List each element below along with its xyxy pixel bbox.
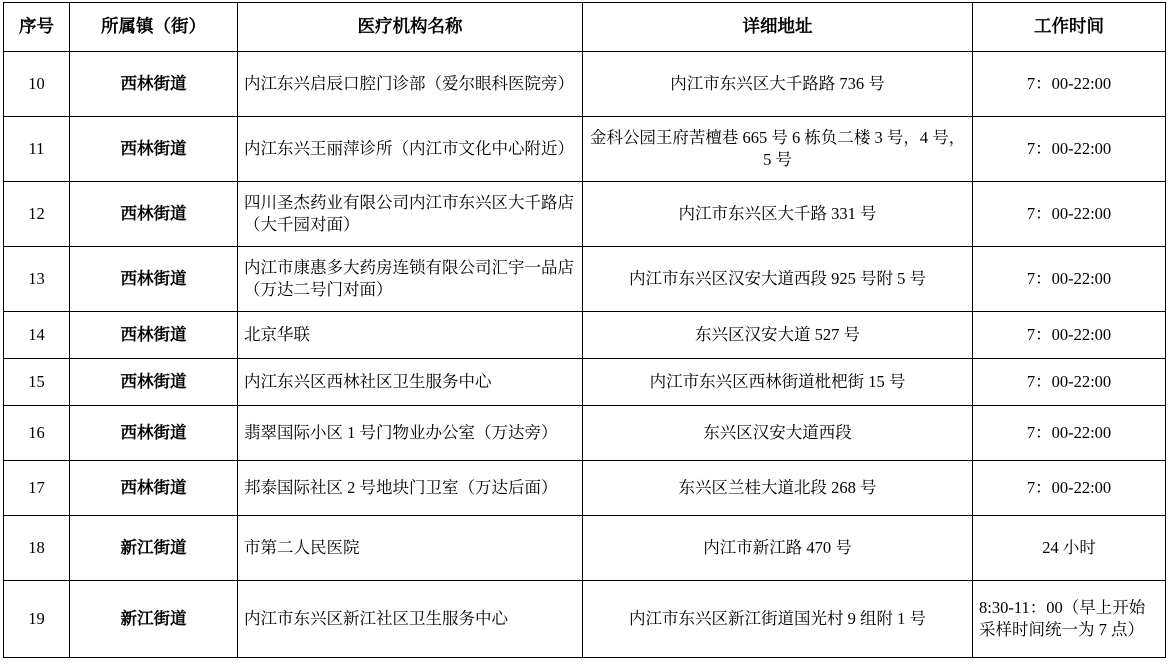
table-row (4, 581, 1166, 658)
cell-organization: 内江东兴区西林社区卫生服务中心 (238, 359, 583, 406)
cell-address: 内江市东兴区大千路 331 号 (583, 182, 973, 247)
cell-town: 西林街道 (70, 359, 238, 406)
table-header-row (4, 3, 1166, 52)
cell-address: 内江市东兴区新江街道国光村 9 组附 1 号 (583, 581, 973, 658)
cell-index: 14 (4, 312, 70, 359)
column-header-working-hours: 工作时间 (973, 3, 1166, 52)
cell-town: 西林街道 (70, 117, 238, 182)
table-body (4, 52, 1166, 658)
cell-address: 内江市东兴区汉安大道西段 925 号附 5 号 (583, 247, 973, 312)
cell-working-hours: 7：00-22:00 (973, 312, 1166, 359)
table-row (4, 406, 1166, 461)
cell-index: 16 (4, 406, 70, 461)
cell-organization: 内江东兴王丽萍诊所（内江市文化中心附近） (238, 117, 583, 182)
cell-address: 内江市东兴区西林街道枇杷街 15 号 (583, 359, 973, 406)
column-header-address: 详细地址 (583, 3, 973, 52)
cell-town: 西林街道 (70, 52, 238, 117)
cell-index: 18 (4, 516, 70, 581)
medical-institutions-table (3, 2, 1166, 658)
cell-working-hours: 8:30-11：00（早上开始采样时间统一为 7 点） (973, 581, 1166, 658)
cell-working-hours: 7：00-22:00 (973, 182, 1166, 247)
cell-working-hours: 7：00-22:00 (973, 359, 1166, 406)
cell-address: 东兴区兰桂大道北段 268 号 (583, 461, 973, 516)
cell-index: 19 (4, 581, 70, 658)
cell-index: 11 (4, 117, 70, 182)
cell-working-hours: 7：00-22:00 (973, 406, 1166, 461)
cell-organization: 内江东兴启辰口腔门诊部（爱尔眼科医院旁） (238, 52, 583, 117)
cell-town: 西林街道 (70, 312, 238, 359)
table-row (4, 247, 1166, 312)
cell-working-hours: 7：00-22:00 (973, 247, 1166, 312)
cell-working-hours: 24 小时 (973, 516, 1166, 581)
cell-working-hours: 7：00-22:00 (973, 117, 1166, 182)
cell-organization: 市第二人民医院 (238, 516, 583, 581)
table-row (4, 312, 1166, 359)
cell-address: 内江市东兴区大千路路 736 号 (583, 52, 973, 117)
table-header (4, 3, 1166, 52)
cell-town: 新江街道 (70, 516, 238, 581)
cell-town: 新江街道 (70, 581, 238, 658)
cell-address: 金科公园王府苦檀巷 665 号 6 栋负二楼 3 号，4 号，5 号 (583, 117, 973, 182)
table-row (4, 117, 1166, 182)
cell-organization: 内江市康惠多大药房连锁有限公司汇宇一品店（万达二号门对面） (238, 247, 583, 312)
cell-address: 东兴区汉安大道 527 号 (583, 312, 973, 359)
table-row (4, 182, 1166, 247)
cell-organization: 翡翠国际小区 1 号门物业办公室（万达旁） (238, 406, 583, 461)
cell-organization: 邦泰国际社区 2 号地块门卫室（万达后面） (238, 461, 583, 516)
cell-organization: 北京华联 (238, 312, 583, 359)
table-row (4, 516, 1166, 581)
cell-index: 15 (4, 359, 70, 406)
table-row (4, 461, 1166, 516)
cell-town: 西林街道 (70, 406, 238, 461)
cell-town: 西林街道 (70, 247, 238, 312)
cell-index: 17 (4, 461, 70, 516)
cell-organization: 四川圣杰药业有限公司内江市东兴区大千路店（大千园对面） (238, 182, 583, 247)
table-row (4, 52, 1166, 117)
cell-index: 12 (4, 182, 70, 247)
table-row (4, 359, 1166, 406)
cell-town: 西林街道 (70, 461, 238, 516)
cell-working-hours: 7：00-22:00 (973, 52, 1166, 117)
cell-address: 内江市新江路 470 号 (583, 516, 973, 581)
column-header-organization: 医疗机构名称 (238, 3, 583, 52)
cell-address: 东兴区汉安大道西段 (583, 406, 973, 461)
column-header-town: 所属镇（街） (70, 3, 238, 52)
cell-organization: 内江市东兴区新江社区卫生服务中心 (238, 581, 583, 658)
column-header-index: 序号 (4, 3, 70, 52)
cell-working-hours: 7：00-22:00 (973, 461, 1166, 516)
cell-index: 13 (4, 247, 70, 312)
cell-town: 西林街道 (70, 182, 238, 247)
cell-index: 10 (4, 52, 70, 117)
